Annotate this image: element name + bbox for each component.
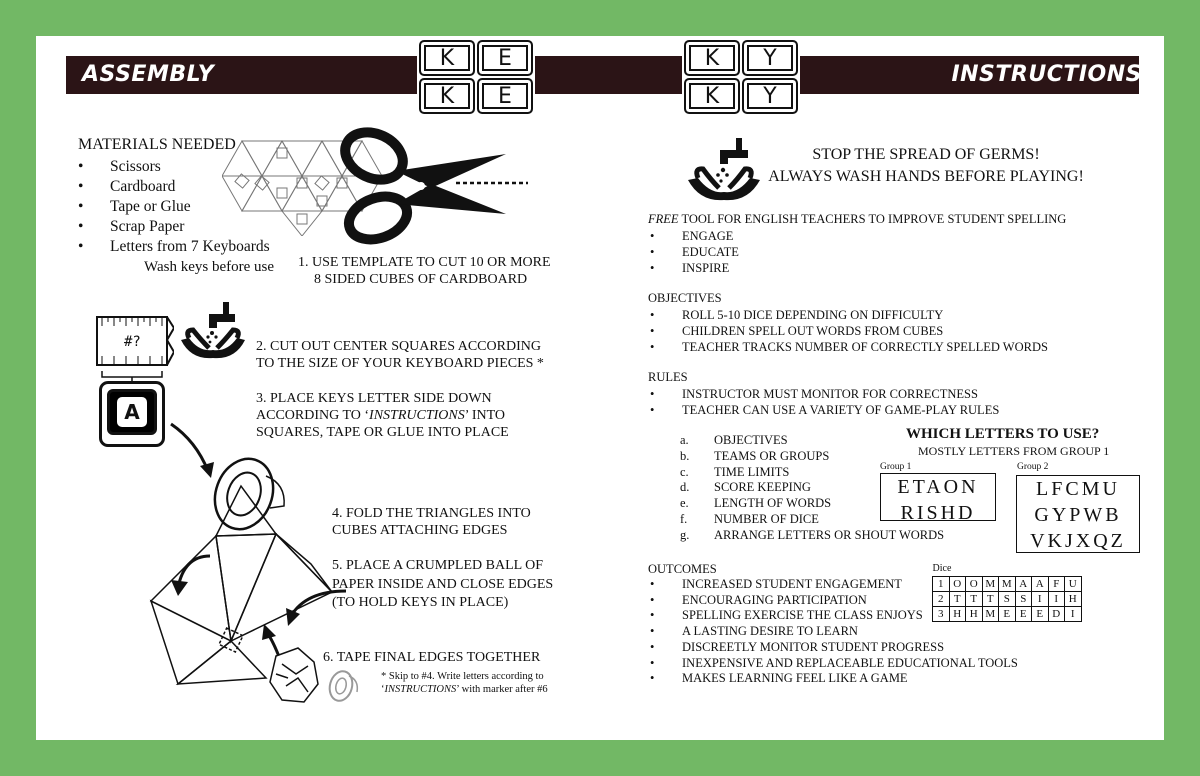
brochure-sheet [36, 36, 1164, 740]
germs-warning: STOP THE SPREAD OF GERMS! ALWAYS WASH HANDS BEFORE PLAYING! [768, 146, 1084, 185]
list-item: e. LENGTH OF WORDS [680, 496, 832, 511]
table-row: 1 O O M M A A F U [933, 576, 1082, 591]
wash-note: Wash keys before use [144, 259, 274, 275]
objectives-heading: OBJECTIVES [648, 291, 722, 305]
list-item: • A LASTING DESIRE TO LEARN [648, 624, 1018, 640]
list-item: • MAKES LEARNING FEEL LIKE A GAME [648, 671, 1018, 687]
key-tile: E [477, 40, 533, 76]
scissors-icon [336, 126, 536, 246]
group2-letters: LFCMU GYPWB VKJXQZ [1016, 475, 1140, 553]
rules-list [648, 386, 999, 418]
dice-label: Dice [932, 562, 952, 574]
list-item: • EDUCATE [648, 244, 739, 260]
key-tile: Y [742, 40, 798, 76]
list-item: • Tape or Glue [76, 197, 270, 217]
step-4: 4. FOLD THE TRIANGLES INTO CUBES ATTACHING EDGES [332, 506, 531, 538]
tape-roll-small-icon [327, 666, 361, 704]
key-tile: K [684, 78, 740, 114]
list-item: • INCREASED STUDENT ENGAGEMENT [648, 577, 1018, 593]
list-item: • CHILDREN SPELL OUT WORDS FROM CUBES [648, 323, 1048, 339]
letters-heading: WHICH LETTERS TO USE? [906, 426, 1100, 442]
step-3: 3. PLACE KEYS LETTER SIDE DOWN ACCORDING TO ‘INSTRUCTIONS’ INTO SQUARES, TAPE OR GLUE INTO PLACE [256, 391, 509, 440]
list-item: • INSPIRE [648, 260, 739, 276]
list-item: c. TIME LIMITS [680, 464, 790, 479]
list-item: • INEXPENSIVE AND REPLACEABLE EDUCATIONAL TOOLS [648, 656, 1018, 672]
key-tile: E [477, 78, 533, 114]
list-item: a. OBJECTIVES [680, 433, 788, 447]
list-item: • TEACHER CAN USE A VARIETY OF GAME-PLAY RULES [648, 402, 999, 418]
list-item: f. NUMBER OF DICE [680, 511, 819, 526]
tape-roll-icon [205, 451, 284, 538]
list-item: • Scrap Paper [76, 217, 270, 237]
group2-label: Group 2 [1017, 462, 1049, 472]
key-tile: K [419, 78, 475, 114]
group1-letters: ETAON RISHD [880, 473, 996, 521]
list-item: b. TEAMS OR GROUPS [680, 448, 830, 463]
letters-subheading: MOSTLY LETTERS FROM GROUP 1 [918, 444, 1110, 458]
list-item: • Letters from 7 Keyboards [76, 237, 270, 257]
list-item: • SPELLING EXERCISE THE CLASS ENJOYS [648, 608, 1018, 624]
key-letter: A [117, 397, 147, 427]
list-item: • Scissors [76, 157, 270, 177]
measure-bracket [100, 369, 164, 381]
tool-description: FREE TOOL FOR ENGLISH TEACHERS TO IMPROVE STUDENT SPELLING [648, 212, 1067, 226]
dice-table [932, 561, 1082, 622]
list-item: • Cardboard [76, 177, 270, 197]
assembly-title: ASSEMBLY [82, 62, 215, 87]
table-row: 2 T T T S S I I H [933, 591, 1082, 606]
list-item: • ROLL 5-10 DICE DEPENDING ON DIFFICULTY [648, 307, 1048, 323]
key-tile: Y [742, 78, 798, 114]
key-tile: K [419, 40, 475, 76]
list-item: • ENGAGE [648, 228, 739, 244]
ruler-label: #? [124, 334, 141, 350]
tool-items [648, 228, 739, 276]
step-2: 2. CUT OUT CENTER SQUARES ACCORDING TO THE SIZE OF YOUR KEYBOARD PIECES * [256, 339, 544, 371]
footnote: * Skip to #4. Write letters according to ‘INSTRUCTIONS’ with marker after #6 [381, 671, 548, 695]
key-logo-left [417, 38, 535, 116]
list-item: d. SCORE KEEPING [680, 480, 811, 495]
materials-heading: MATERIALS NEEDED [78, 136, 236, 153]
list-item: • INSTRUCTOR MUST MONITOR FOR CORRECTNESS [648, 386, 999, 402]
step-1: 1. USE TEMPLATE TO CUT 10 OR MORE 8 SIDED CUBES OF CARDBOARD [298, 255, 551, 287]
outcomes-heading: OUTCOMES [648, 562, 717, 576]
wash-hands-icon-large [686, 136, 762, 204]
list-item: • TEACHER TRACKS NUMBER OF CORRECTLY SPELLED WORDS [648, 339, 1048, 355]
step-5: 5. PLACE A CRUMPLED BALL OF PAPER INSIDE AND CLOSE EDGES (TO HOLD KEYS IN PLACE) [332, 558, 554, 610]
table-row: 3 H H M E E E D I [933, 606, 1082, 621]
instructions-title: INSTRUCTIONS [951, 62, 1142, 87]
key-tile: K [684, 40, 740, 76]
list-item: g. ARRANGE LETTERS OR SHOUT WORDS [680, 527, 945, 542]
list-item: • DISCREETLY MONITOR STUDENT PROGRESS [648, 640, 1018, 656]
crumpled-paper-icon [270, 648, 318, 702]
key-logo-right [682, 38, 800, 116]
objectives-list [648, 307, 1048, 355]
group1-label: Group 1 [880, 462, 912, 472]
list-item: • ENCOURAGING PARTICIPATION [648, 593, 1018, 609]
step-6: 6. TAPE FINAL EDGES TOGETHER [323, 650, 541, 665]
wash-hands-icon [179, 300, 249, 362]
rules-heading: RULES [648, 370, 688, 384]
